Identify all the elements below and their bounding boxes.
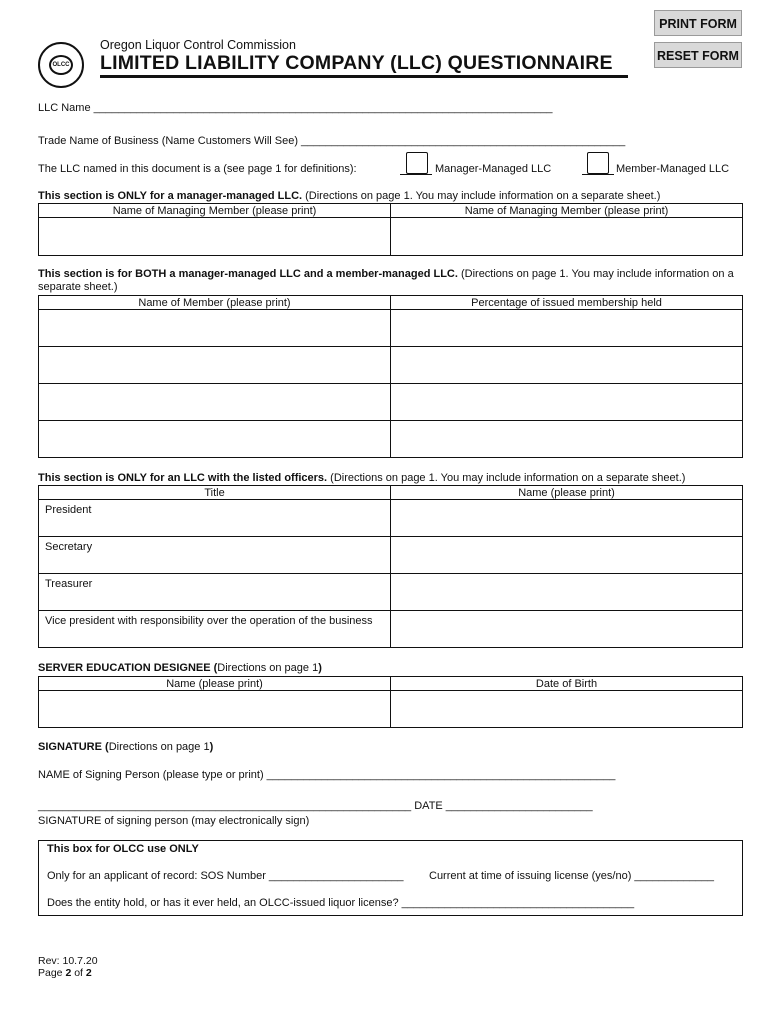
page-number: Page 2 of 2 — [38, 967, 92, 979]
page-title: LIMITED LIABILITY COMPANY (LLC) QUESTIONNAIRE — [100, 52, 613, 74]
member-percentage-input[interactable] — [391, 310, 743, 347]
member-percentage-input[interactable] — [391, 384, 743, 421]
managing-member-1-input[interactable] — [39, 218, 391, 256]
olcc-use-only-box — [38, 840, 743, 916]
member-name-input[interactable] — [39, 384, 391, 421]
col-header-title: Title — [39, 486, 391, 500]
officer-title: Vice president with responsibility over the operation of the business — [39, 611, 391, 648]
signing-person-name-field[interactable]: NAME of Signing Person (please type or print) _________________________________________________________ — [38, 769, 616, 781]
llc-type-prompt: The LLC named in this document is a (see page 1 for definitions): — [38, 163, 357, 175]
member-name-input[interactable] — [39, 421, 391, 458]
officer-title: Secretary — [39, 537, 391, 574]
members-table — [38, 295, 743, 458]
member-name-input[interactable] — [39, 310, 391, 347]
manager-section-heading: This section is ONLY for a manager-managed LLC. (Directions on page 1. You may include information on a separate sheet.) — [38, 190, 661, 202]
officer-name-input[interactable] — [391, 537, 743, 574]
col-header-date-of-birth: Date of Birth — [391, 677, 743, 691]
trade-name-field[interactable]: Trade Name of Business (Name Customers Will See) _____________________________________________________ — [38, 135, 626, 147]
current-license-field[interactable]: Current at time of issuing license (yes/no) _____________ — [429, 870, 714, 882]
held-license-field[interactable]: Does the entity hold, or has it ever held, an OLCC-issued liquor license? ______________________________________ — [47, 897, 635, 909]
member-percentage-input[interactable] — [391, 347, 743, 384]
managing-member-2-input[interactable] — [391, 218, 743, 256]
signature-section-heading: SIGNATURE (Directions on page 1) — [38, 741, 214, 753]
sos-number-field[interactable]: Only for an applicant of record: SOS Number ______________________ — [47, 870, 404, 882]
col-header-member-name: Name of Member (please print) — [39, 296, 391, 310]
manager-managed-checkbox[interactable] — [406, 152, 428, 174]
member-managed-label: Member-Managed LLC — [616, 163, 730, 175]
olcc-logo — [38, 42, 84, 88]
print-form-button[interactable]: PRINT FORM — [654, 10, 742, 36]
officers-section-heading: This section is ONLY for an LLC with the listed officers. (Directions on page 1. You may include information on a separate sheet.) — [38, 472, 686, 484]
designee-name-input[interactable] — [39, 691, 391, 728]
reset-form-button[interactable]: RESET FORM — [654, 42, 742, 68]
member-name-input[interactable] — [39, 347, 391, 384]
signature-caption: SIGNATURE of signing person (may electronically sign) — [38, 815, 310, 827]
manager-managed-label: Manager-Managed LLC — [435, 163, 552, 175]
officers-table — [38, 485, 743, 648]
logo-text: OLCC — [49, 55, 73, 75]
members-section-heading: This section is for BOTH a manager-managed LLC and a member-managed LLC. (Directions on page 1. You may include information on a separate sheet.) — [38, 268, 734, 293]
olcc-box-title: This box for OLCC use ONLY — [47, 843, 199, 855]
officer-title: President — [39, 500, 391, 537]
manager-underline — [400, 174, 432, 175]
member-managed-checkbox[interactable] — [587, 152, 609, 174]
officer-name-input[interactable] — [391, 500, 743, 537]
server-designee-table — [38, 676, 743, 728]
col-header-percentage: Percentage of issued membership held — [391, 296, 743, 310]
designee-dob-input[interactable] — [391, 691, 743, 728]
revision-date: Rev: 10.7.20 — [38, 955, 98, 967]
officer-name-input[interactable] — [391, 611, 743, 648]
managing-members-table — [38, 203, 743, 256]
col-header-managing-member-1: Name of Managing Member (please print) — [39, 204, 391, 218]
server-section-heading: SERVER EDUCATION DESIGNEE (Directions on page 1) — [38, 662, 322, 674]
title-rule — [100, 75, 628, 78]
member-underline — [582, 174, 614, 175]
llc-name-field[interactable]: LLC Name ___________________________________________________________________________ — [38, 102, 553, 114]
officer-title: Treasurer — [39, 574, 391, 611]
col-header-designee-name: Name (please print) — [39, 677, 391, 691]
agency-name: Oregon Liquor Control Commission — [100, 38, 296, 52]
col-header-officer-name: Name (please print) — [391, 486, 743, 500]
col-header-managing-member-2: Name of Managing Member (please print) — [391, 204, 743, 218]
officer-name-input[interactable] — [391, 574, 743, 611]
signature-date-field[interactable]: _____________________________________________________________ DATE ________________________ — [38, 800, 593, 812]
member-percentage-input[interactable] — [391, 421, 743, 458]
